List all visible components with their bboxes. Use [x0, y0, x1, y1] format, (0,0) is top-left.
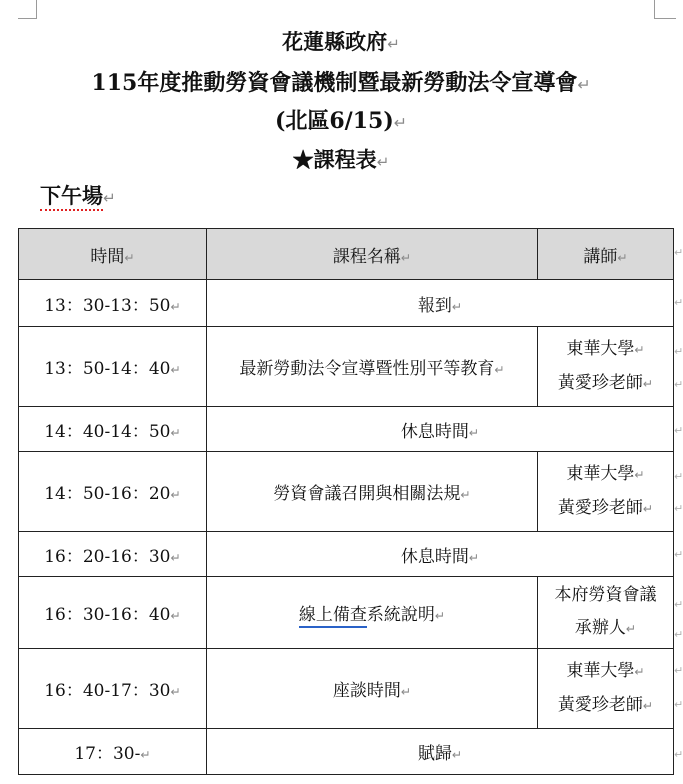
event-title: 115年度推動勞資會議機制暨最新勞動法令宣導會↵	[91, 70, 591, 96]
region-subtitle: (北區6/15)↵	[274, 108, 408, 134]
instructor-cell: 東華大學↵ 黃愛珍老師↵	[538, 327, 674, 407]
course-cell: 勞資會議召開與相關法規↵	[207, 452, 538, 532]
schedule-heading: ★課程表↵	[292, 147, 390, 172]
row-end-mark: ↵	[674, 345, 683, 358]
header-course: 課程名稱↵	[207, 229, 538, 280]
table-row	[19, 577, 674, 649]
row-end-mark: ↵	[674, 296, 683, 309]
course-cell: 座談時間↵	[207, 649, 538, 729]
row-end-mark: ↵	[674, 628, 683, 641]
table-row	[19, 452, 674, 532]
row-end-mark: ↵	[674, 424, 683, 437]
time-cell: 16：20-16：30↵	[19, 532, 207, 577]
table-row	[19, 327, 674, 407]
online-filing-link[interactable]: 線上備查	[299, 605, 367, 628]
time-cell: 13：30-13：50↵	[19, 280, 207, 327]
row-end-mark: ↵	[674, 748, 683, 761]
row-end-mark: ↵	[674, 698, 683, 711]
table-row	[19, 280, 674, 327]
crop-mark-left-horizontal	[18, 18, 37, 19]
row-end-mark: ↵	[674, 246, 683, 259]
time-cell: 17：30-↵	[19, 729, 207, 775]
crop-mark-left-vertical	[36, 0, 37, 18]
crop-mark-right-vertical	[654, 0, 655, 18]
time-cell: 14：40-14：50↵	[19, 407, 207, 452]
header-instructor: 講師↵	[538, 229, 674, 280]
row-end-mark: ↵	[674, 664, 683, 677]
table-header-row	[19, 229, 674, 280]
row-end-mark: ↵	[674, 598, 683, 611]
time-cell: 16：40-17：30↵	[19, 649, 207, 729]
time-cell: 14：50-16：20↵	[19, 452, 207, 532]
session-label: 下午場↵	[40, 180, 116, 210]
course-cell: 休息時間↵	[207, 407, 674, 452]
course-cell: 休息時間↵	[207, 532, 674, 577]
header-time: 時間↵	[19, 229, 207, 280]
row-end-mark: ↵	[674, 548, 683, 561]
course-cell: 線上備查系統說明↵	[207, 577, 538, 649]
course-cell: 報到↵	[207, 280, 674, 327]
row-end-mark: ↵	[674, 470, 683, 483]
time-cell: 13：50-14：40↵	[19, 327, 207, 407]
instructor-cell: 東華大學↵ 黃愛珍老師↵	[538, 649, 674, 729]
instructor-cell: 本府勞資會議 承辦人↵	[538, 577, 674, 649]
table-row	[19, 729, 674, 775]
row-end-mark: ↵	[674, 378, 683, 391]
org-title: 花蓮縣政府↵	[282, 29, 400, 54]
schedule-table	[18, 228, 674, 775]
table-row	[19, 407, 674, 452]
time-cell: 16：30-16：40↵	[19, 577, 207, 649]
crop-mark-right-horizontal	[654, 18, 676, 19]
course-cell: 最新勞動法令宣導暨性別平等教育↵	[207, 327, 538, 407]
course-cell: 賦歸↵	[207, 729, 674, 775]
table-row	[19, 532, 674, 577]
instructor-cell: 東華大學↵ 黃愛珍老師↵	[538, 452, 674, 532]
row-end-mark: ↵	[674, 502, 683, 515]
table-row	[19, 649, 674, 729]
